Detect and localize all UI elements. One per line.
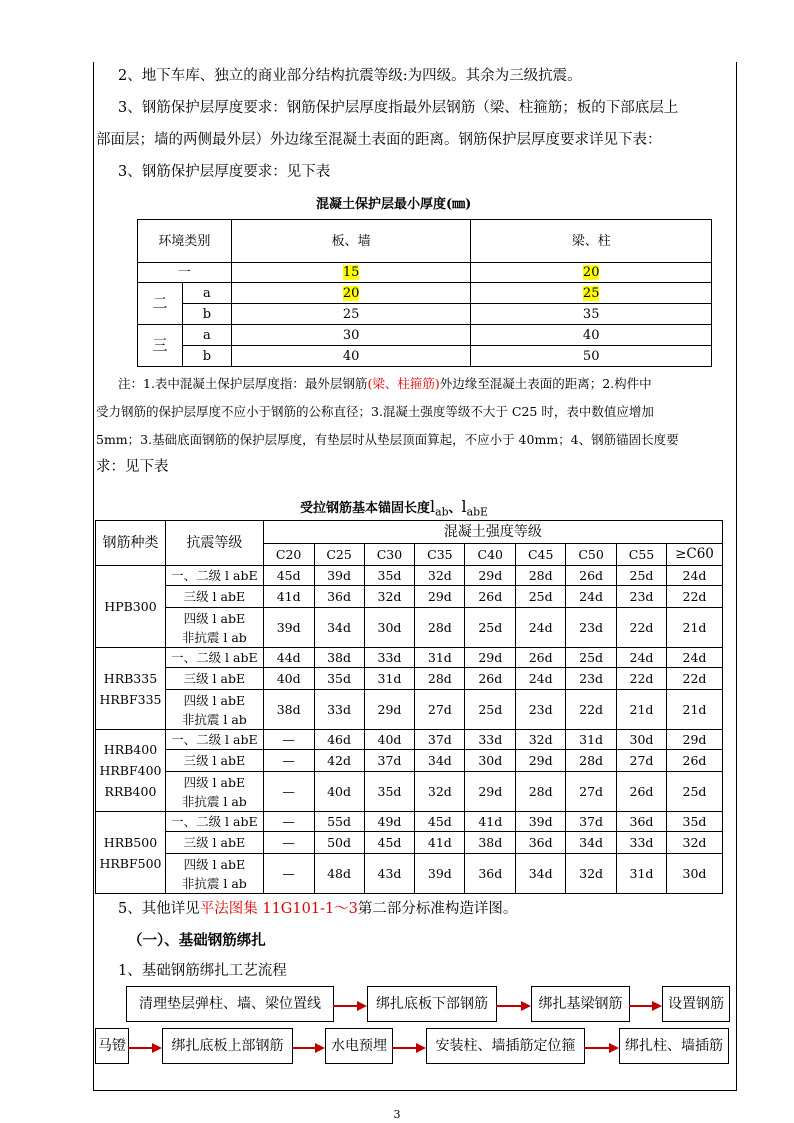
table1-cell [471,263,712,283]
concrete-grade-header: C55 [617,544,667,566]
anchorage-value: 35d [364,566,415,586]
table1-cell [471,283,712,304]
table1-sub: b [182,304,231,325]
highlighted-value: 20 [342,285,360,301]
rebar-type: HPB300 [104,599,157,614]
anchorage-value: 29d [465,772,516,812]
anchorage-value: 45d [263,566,314,586]
anchorage-value: 26d [617,772,667,812]
rebar-type: HRB500 [103,834,158,850]
concrete-grade-header: C50 [566,544,617,566]
anchorage-value: 48d [314,854,364,894]
anchorage-value: 25d [465,608,516,648]
anchorage-value: 38d [263,690,314,730]
anchorage-value: 35d [666,812,722,832]
seismic-grade-cell [165,854,263,894]
seismic-grade: 四级 l abE [183,692,246,708]
para-text: 第二部分标准构造详图。 [357,901,518,917]
anchorage-value: 44d [263,648,314,668]
anchorage-value: 32d [415,772,465,812]
table1-header-env: 环境类别 [138,220,232,263]
flow-step-8: 绑扎柱、墙插筋 [619,1028,729,1064]
anchorage-value: 22d [666,586,722,608]
anchorage-value: 23d [617,586,667,608]
anchorage-value: 36d [314,586,364,608]
anchorage-value: 25d [516,586,566,608]
table1-cell: 40 [231,346,471,367]
anchorage-value: — [263,854,314,894]
anchorage-value: 23d [516,690,566,730]
concrete-grade-header: C45 [516,544,566,566]
anchorage-value: 43d [364,854,415,894]
seismic-grade-cell [165,648,263,668]
table1-cell: 40 [471,325,712,346]
seismic-grade: 四级 l abE [183,610,246,626]
note-red-text: (梁、柱箍筋) [367,376,440,391]
anchorage-value: 34d [516,854,566,894]
rebar-type-cell [96,648,166,730]
seismic-grade: 三级 l abE [183,753,246,768]
anchorage-value: 40d [364,730,415,750]
anchorage-value: 25d [465,690,516,730]
anchorage-value: 39d [314,566,364,586]
anchorage-value: 22d [666,668,722,690]
anchorage-value: 32d [516,730,566,750]
rebar-type: HRB400 [103,742,158,757]
concrete-grade-header: C40 [465,544,516,566]
highlighted-value: 20 [582,265,600,280]
rebar-type-cell [96,812,166,894]
seismic-grade-cell [165,730,263,750]
rebar-type: HRB335 [103,670,158,686]
table1-cell: 25 [231,304,471,325]
anchorage-value: 24d [516,668,566,690]
concrete-grade-header: C20 [263,544,314,566]
concrete-grade-header: ≥C60 [666,544,722,566]
anchorage-value: 39d [516,812,566,832]
anchorage-value: 32d [364,586,415,608]
note-line-4: 求：见下表 [96,459,169,475]
anchorage-value: 41d [263,586,314,608]
seismic-grade-cell [165,668,263,690]
highlighted-value: 25 [582,285,600,301]
anchorage-value: 22d [617,668,667,690]
table1-env: 二 [138,283,183,325]
anchorage-value: — [263,812,314,832]
flow-step-1: 清理垫层弹柱、墙、梁位置线 [126,986,334,1022]
anchorage-value: 35d [364,772,415,812]
paragraph-cover-2: 部面层；墙的两侧最外层）外边缘至混凝土表面的距离。钢筋保护层厚度要求详见下表： [96,132,662,148]
anchorage-value: 40d [314,772,364,812]
anchorage-value: 39d [415,854,465,894]
anchorage-value: 46d [314,730,364,750]
anchorage-value: 39d [263,608,314,648]
seismic-grade: 三级 l abE [183,589,246,604]
anchorage-value: 27d [415,690,465,730]
anchorage-value: 24d [516,608,566,648]
anchorage-value: 32d [566,854,617,894]
seismic-grade-cell [165,772,263,812]
anchorage-value: 36d [516,832,566,854]
paragraph-cover-3: 3、钢筋保护层厚度要求：见下表 [118,164,331,180]
note-text: 注：1.表中混凝土保护层厚度指：最外层钢筋 [118,376,368,391]
anchorage-value: 29d [465,566,516,586]
anchorage-value: 28d [415,668,465,690]
anchorage-value: 26d [516,648,566,668]
flow-step-4: 设置钢筋 [662,986,730,1022]
anchorage-value: 22d [617,608,667,648]
anchorage-value: 50d [314,832,364,854]
anchorage-value: 28d [566,750,617,772]
anchorage-value: 45d [364,832,415,854]
table2-header-grade: 抗震等级 [165,521,263,566]
flow-arrow-icon [292,1041,325,1055]
caption-sep: 、 [448,501,462,516]
concrete-grade-header: C25 [314,544,364,566]
anchorage-value: 36d [465,854,516,894]
table1-header-beam: 梁、柱 [471,220,712,263]
seismic-grade-alt: 非抗震 l ab [181,711,247,727]
anchorage-length-table [95,520,723,894]
flow-arrow-icon [392,1041,426,1055]
anchorage-value: 26d [666,750,722,772]
anchorage-value: — [263,750,314,772]
flow-arrow-icon [333,999,367,1013]
rebar-type-cell [96,566,166,648]
seismic-grade: 一、二级 l abE [171,650,258,665]
note-line-1 [118,370,652,397]
anchorage-value: 33d [364,648,415,668]
anchorage-value: 31d [364,668,415,690]
anchorage-value: 31d [415,648,465,668]
rebar-type: HRBF400 [99,763,162,778]
anchorage-value: 24d [666,566,722,586]
table1-cell: 35 [471,304,712,325]
seismic-grade-cell [165,566,263,586]
anchorage-value: 30d [617,730,667,750]
anchorage-value: 24d [666,648,722,668]
anchorage-value: 31d [617,854,667,894]
anchorage-value: 35d [314,668,364,690]
seismic-grade-alt: 非抗震 l ab [181,875,247,891]
table1-sub: a [182,283,231,304]
anchorage-value: 26d [465,586,516,608]
caption-subscript: ab [435,505,449,519]
anchorage-value: 21d [617,690,667,730]
flow-arrow-icon [496,999,531,1013]
anchorage-value: 34d [415,750,465,772]
paragraph-other [118,893,517,925]
table1-env: 三 [138,325,183,367]
table1-cell: 50 [471,346,712,367]
anchorage-value: 23d [566,608,617,648]
anchorage-value: 28d [516,772,566,812]
anchorage-value: 36d [617,812,667,832]
anchorage-value: 26d [465,668,516,690]
flow-step-2: 绑扎底板下部钢筋 [367,986,497,1022]
flow-arrow-icon [128,1041,162,1055]
table2-caption [300,497,488,519]
anchorage-value: 24d [566,586,617,608]
section-heading: （一）、基础钢筋绑扎 [128,932,266,949]
anchorage-value: 22d [566,690,617,730]
flow-step-4-cont: 马镫 [95,1028,129,1064]
table1-cell [231,283,471,304]
anchorage-value: 34d [314,608,364,648]
rebar-type: HRBF500 [99,855,162,871]
anchorage-value: 49d [364,812,415,832]
anchorage-value: 29d [465,648,516,668]
rebar-type: RRB400 [104,784,157,799]
seismic-grade-cell [165,812,263,832]
flow-title: 1、基础钢筋绑扎工艺流程 [118,963,287,979]
concrete-grade-header: C30 [364,544,415,566]
seismic-grade-cell [165,608,263,648]
anchorage-value: 41d [465,812,516,832]
anchorage-value: 25d [666,772,722,812]
note-line-3: 5mm；3.基础底面钢筋的保护层厚度，有垫层时从垫层顶面算起，不应小于 40mm；4、钢筋锚固长度要 [96,432,679,447]
anchorage-value: — [263,730,314,750]
caption-subscript: abE [466,505,488,519]
seismic-grade: 三级 l abE [183,671,246,686]
para-text: 5、其他详见 [118,901,200,917]
rebar-type-cell [96,730,166,812]
table1-sub: b [182,346,231,367]
note-text: 外边缘至混凝土表面的距离；2.构件中 [439,376,652,391]
highlighted-value: 15 [342,265,360,280]
anchorage-value: 37d [415,730,465,750]
anchorage-value: 30d [465,750,516,772]
table2-header-type: 钢筋种类 [96,521,166,566]
anchorage-value: 42d [314,750,364,772]
table1-caption: 混凝土保护层最小厚度(㎜) [316,197,472,212]
anchorage-value: 29d [516,750,566,772]
seismic-grade: 一、二级 l abE [171,568,258,583]
flow-step-3: 绑扎基梁钢筋 [531,986,630,1022]
anchorage-value: — [263,772,314,812]
table1-sub: a [182,325,231,346]
seismic-grade: 一、二级 l abE [171,814,258,829]
anchorage-value: 27d [617,750,667,772]
seismic-grade-alt: 非抗震 l ab [181,629,247,645]
caption-text: 受拉钢筋基本锚固长度 [300,501,431,516]
anchorage-value: 55d [314,812,364,832]
flow-step-5: 绑扎底板上部钢筋 [162,1028,293,1064]
flow-step-7: 安装柱、墙插筋定位箍 [426,1028,585,1064]
anchorage-value: 45d [415,812,465,832]
anchorage-value: 38d [465,832,516,854]
anchorage-value: 40d [263,668,314,690]
seismic-grade-cell [165,586,263,608]
anchorage-value: 25d [617,566,667,586]
flow-step-6: 水电预埋 [325,1028,393,1064]
paragraph-cover-1: 3、钢筋保护层厚度要求：钢筋保护层厚度指最外层钢筋（梁、柱箍筋；板的下部底层上 [118,100,679,116]
anchorage-value: 38d [314,648,364,668]
anchorage-value: — [263,832,314,854]
anchorage-value: 24d [617,648,667,668]
table1-cell: 30 [231,325,471,346]
anchorage-value: 33d [465,730,516,750]
para-red-text: 平法图集 11G101-1～3 [199,901,358,917]
anchorage-value: 32d [666,832,722,854]
cover-thickness-table [137,219,712,367]
anchorage-value: 34d [566,832,617,854]
flow-arrow-icon [629,999,662,1013]
anchorage-value: 23d [566,668,617,690]
table2-header-concrete: 混凝土强度等级 [263,521,722,544]
caption-symbol: l [461,497,467,516]
caption-symbol: l [430,497,436,516]
flow-arrow-icon [584,1041,619,1055]
concrete-grade-header: C35 [415,544,465,566]
anchorage-value: 41d [415,832,465,854]
anchorage-value: 33d [617,832,667,854]
anchorage-value: 28d [516,566,566,586]
seismic-grade: 一、二级 l abE [171,732,258,747]
paragraph-seismic: 2、地下车库、独立的商业部分结构抗震等级:为四级。其余为三级抗震。 [118,68,582,84]
seismic-grade-cell [165,690,263,730]
note-line-2: 受力钢筋的保护层厚度不应小于钢筋的公称直径；3.混凝土强度等级不大于 C25 时，表中数值应增加 [96,404,654,419]
anchorage-value: 33d [314,690,364,730]
seismic-grade: 四级 l abE [183,774,246,790]
anchorage-value: 30d [666,854,722,894]
anchorage-value: 29d [364,690,415,730]
anchorage-value: 32d [415,566,465,586]
anchorage-value: 30d [364,608,415,648]
seismic-grade-cell [165,832,263,854]
anchorage-value: 21d [666,608,722,648]
table1-header-slab: 板、墙 [231,220,471,263]
seismic-grade-cell [165,750,263,772]
anchorage-value: 31d [566,730,617,750]
anchorage-value: 28d [415,608,465,648]
table1-cell [231,263,471,283]
anchorage-value: 37d [364,750,415,772]
seismic-grade: 四级 l abE [183,856,246,872]
anchorage-value: 29d [415,586,465,608]
anchorage-value: 21d [666,690,722,730]
page-number: 3 [393,1108,401,1121]
anchorage-value: 25d [566,648,617,668]
anchorage-value: 27d [566,772,617,812]
seismic-grade: 三级 l abE [183,835,246,850]
anchorage-value: 29d [666,730,722,750]
anchorage-value: 26d [566,566,617,586]
seismic-grade-alt: 非抗震 l ab [181,793,247,809]
table1-env: 一 [138,263,232,283]
anchorage-value: 37d [566,812,617,832]
rebar-type: HRBF335 [99,691,162,707]
